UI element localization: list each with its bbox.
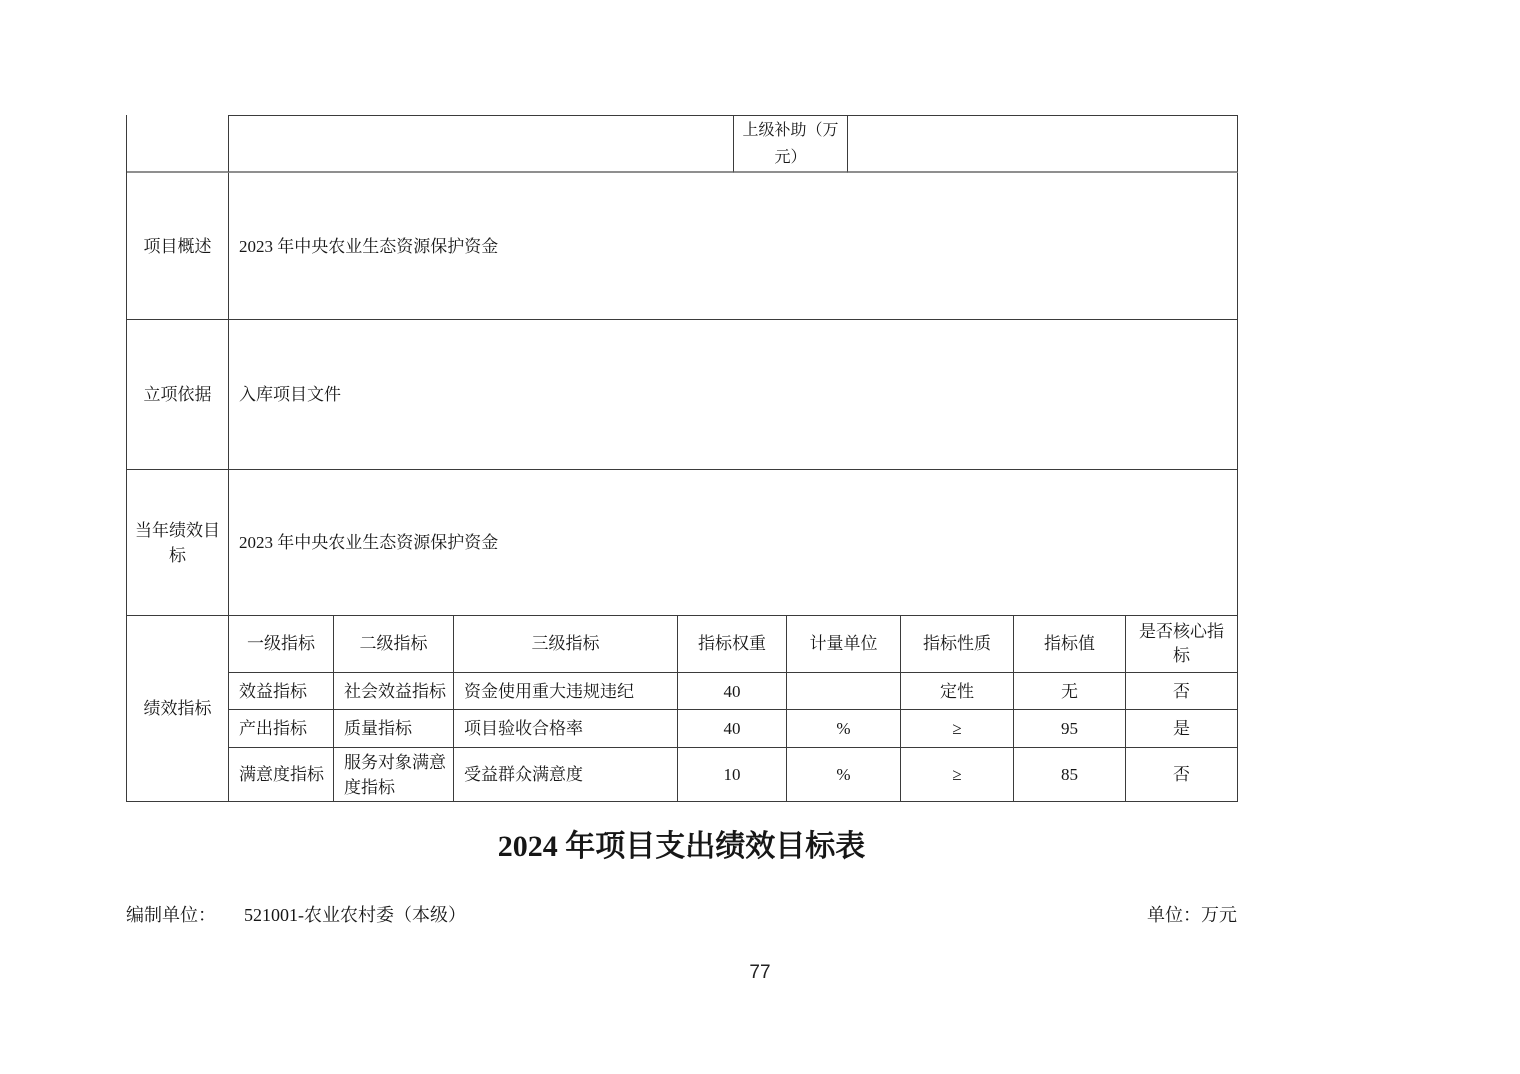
- indicator-cell: ≥: [901, 748, 1014, 802]
- indicator-cell: 受益群众满意度: [454, 748, 678, 802]
- indicators-header-row: [229, 616, 1238, 673]
- header-measure-unit: 计量单位: [787, 616, 901, 673]
- indicator-cell: 85: [1014, 748, 1126, 802]
- unit-label: 单位：万元: [1147, 905, 1237, 925]
- table-row-annual-target: [127, 470, 1238, 616]
- indicator-cell: 效益指标: [229, 673, 334, 710]
- table-row-project-overview: [127, 173, 1238, 320]
- indicator-cell: 满意度指标: [229, 748, 334, 802]
- indicator-cell: %: [787, 748, 901, 802]
- indicator-cell: 服务对象满意度指标: [334, 748, 454, 802]
- indicator-cell: 否: [1126, 673, 1238, 710]
- next-table-title: 2024 年项目支出绩效目标表: [497, 830, 866, 863]
- annual-target-content-cell: 2023 年中央农业生态资源保护资金: [229, 470, 1238, 616]
- project-basis-label-cell: 立项依据: [127, 320, 229, 470]
- indicator-cell: 40: [678, 710, 787, 748]
- indicator-row-benefit: [229, 673, 1238, 710]
- performance-target-table: [126, 115, 1238, 802]
- indicator-row-satisfaction: [229, 748, 1238, 802]
- continued-blank-cell: [229, 115, 734, 173]
- header-level1-indicator: 一级指标: [229, 616, 334, 673]
- indicator-cell: 是: [1126, 710, 1238, 748]
- superior-subsidy-label-cell: 上级补助（万元）: [734, 115, 848, 173]
- prepared-by-label: 编制单位：: [126, 905, 216, 925]
- superior-subsidy-value-cell: [848, 115, 1238, 173]
- table-meta-line: [126, 903, 1237, 927]
- indicator-cell: 10: [678, 748, 787, 802]
- indicator-cell: 项目验收合格率: [454, 710, 678, 748]
- project-overview-content-cell: 2023 年中央农业生态资源保护资金: [229, 173, 1238, 320]
- header-indicator-nature: 指标性质: [901, 616, 1014, 673]
- indicator-cell: 质量指标: [334, 710, 454, 748]
- indicators-subtable: [229, 616, 1238, 802]
- indicators-label-cell: 绩效指标: [127, 616, 229, 802]
- indicator-cell: [787, 673, 901, 710]
- indicator-cell: ≥: [901, 710, 1014, 748]
- indicator-cell: 95: [1014, 710, 1126, 748]
- annual-target-label-cell: 当年绩效目标: [127, 470, 229, 616]
- table-row-project-basis: [127, 320, 1238, 470]
- indicator-cell: 资金使用重大违规违纪: [454, 673, 678, 710]
- indicator-row-output: [229, 710, 1238, 748]
- prepared-by-value: 521001-农业农村委（本级）: [244, 905, 466, 925]
- indicator-cell: 无: [1014, 673, 1126, 710]
- project-basis-content-cell: 入库项目文件: [229, 320, 1238, 470]
- continued-label-cell: [127, 115, 229, 173]
- table-row-indicators: [127, 616, 1238, 802]
- indicator-cell: 社会效益指标: [334, 673, 454, 710]
- indicator-cell: 产出指标: [229, 710, 334, 748]
- header-level2-indicator: 二级指标: [334, 616, 454, 673]
- indicator-cell: %: [787, 710, 901, 748]
- header-indicator-weight: 指标权重: [678, 616, 787, 673]
- header-indicator-value: 指标值: [1014, 616, 1126, 673]
- prepared-by: [126, 903, 466, 927]
- page-number: 77: [749, 962, 771, 983]
- indicator-cell: 定性: [901, 673, 1014, 710]
- indicator-cell: 否: [1126, 748, 1238, 802]
- header-level3-indicator: 三级指标: [454, 616, 678, 673]
- project-overview-label-cell: 项目概述: [127, 173, 229, 320]
- indicator-cell: 40: [678, 673, 787, 710]
- header-is-core-indicator: 是否核心指标: [1126, 616, 1238, 673]
- table-row-continued: [127, 115, 1238, 173]
